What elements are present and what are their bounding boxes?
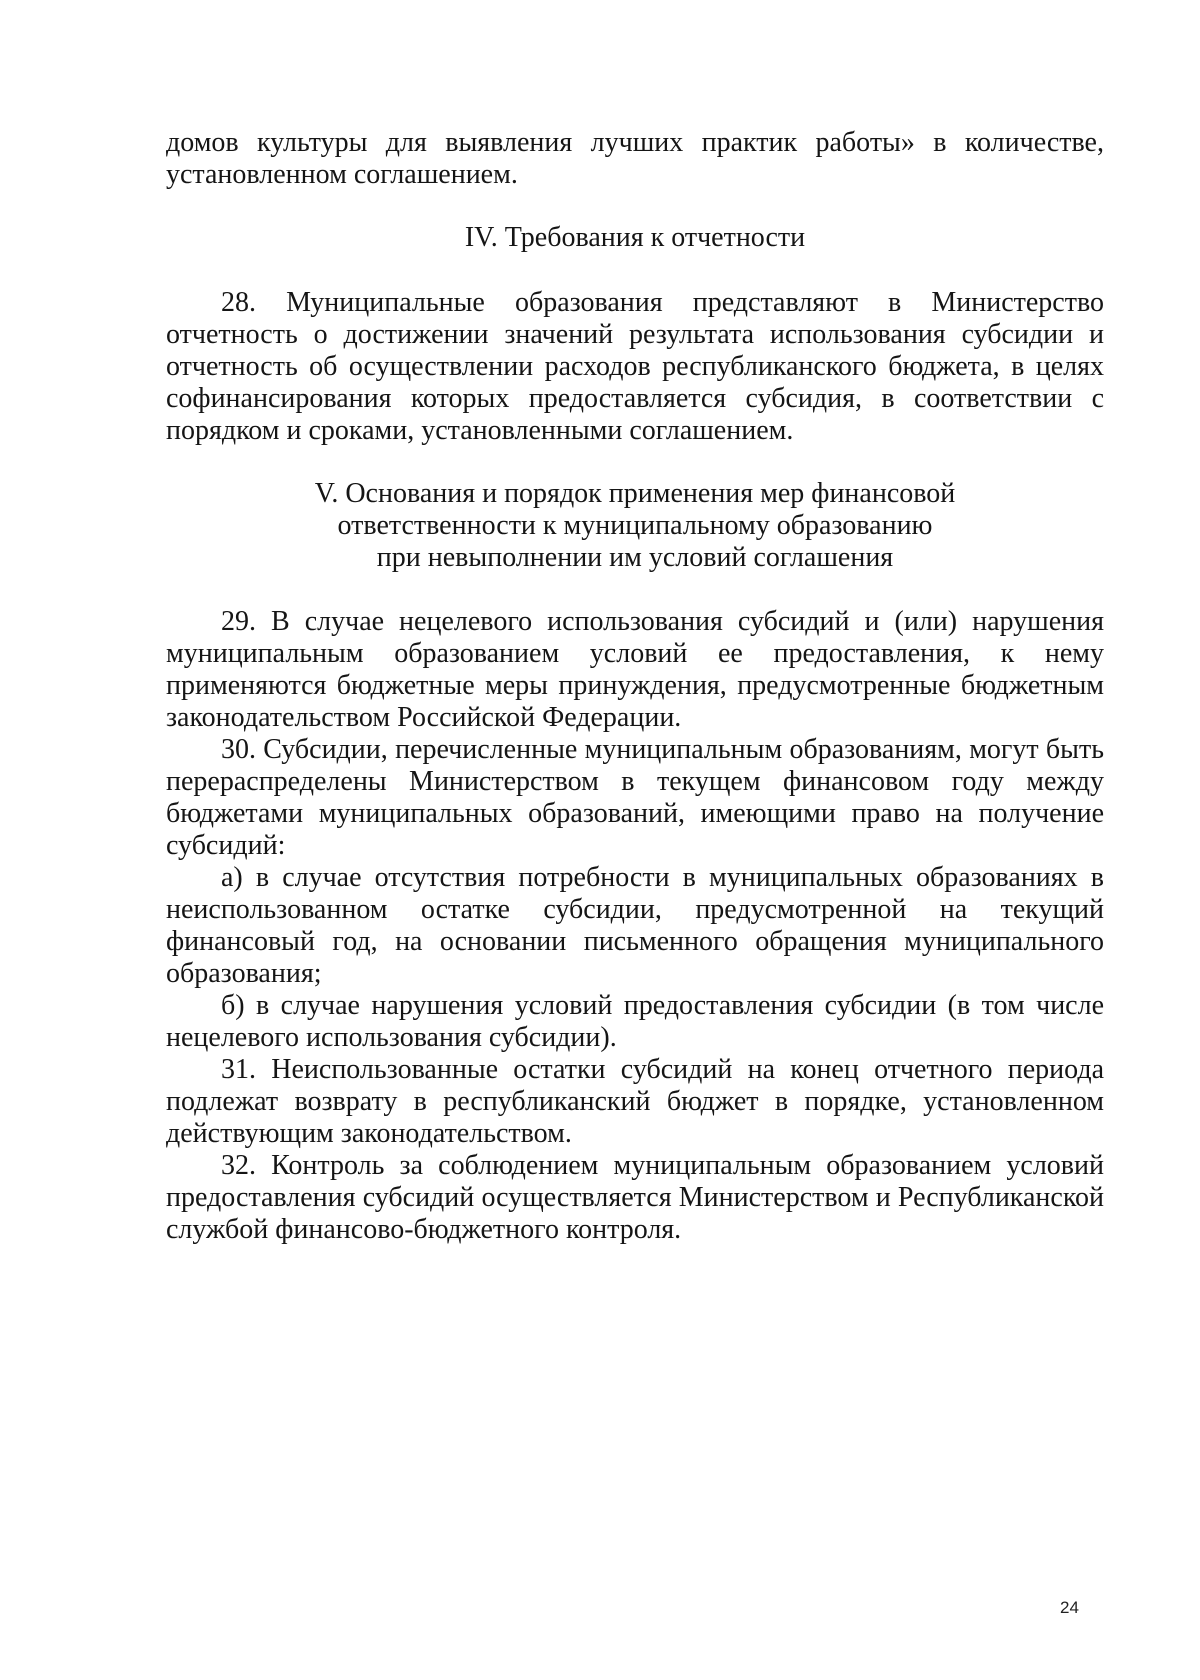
- section-5-body: [166, 606, 1104, 1246]
- paragraph-28: 28. Муниципальные образования представляют в Министерство отчетность о достижении значений результата использования субсидии и отчетность об осуществлении расходов республиканского бюджета, в целях софинансирования которых предоставляется субсидия, в соответствии с порядком и сроками, установленными соглашением.: [166, 287, 1104, 446]
- section-5-heading: [166, 478, 1104, 574]
- paragraph-31: 31. Неиспользованные остатки субсидий на конец отчетного периода подлежат возврату в республиканский бюджет в порядке, установленном действующим законодательством.: [166, 1054, 1104, 1149]
- paragraph-29: 29. В случае нецелевого использования субсидий и (или) нарушения муниципальным образованием условий ее предоставления, к нему применяются бюджетные меры принуждения, предусмотренные бюджетным законодательством Российской Федерации.: [166, 606, 1104, 733]
- paragraph-32: 32. Контроль за соблюдением муниципальным образованием условий предоставления субсидий осуществляется Министерством и Республиканской службой финансово-бюджетного контроля.: [166, 1150, 1104, 1245]
- continuation-paragraph: домов культуры для выявления лучших практик работы» в количестве, установленном соглашением.: [166, 127, 1104, 190]
- section-4-body: [166, 287, 1104, 447]
- section-4-heading: IV. Требования к отчетности: [464, 222, 806, 253]
- section-5-heading-line-1: V. Основания и порядок применения мер финансовой: [314, 478, 956, 509]
- continuation-block: [166, 127, 1104, 191]
- paragraph-30a: а) в случае отсутствия потребности в муниципальных образованиях в неиспользованном остатке субсидии, предусмотренной на текущий финансовый год, на основании письменного обращения муниципального образования;: [166, 862, 1104, 989]
- section-5-heading-line-3: при невыполнении им условий соглашения: [376, 542, 894, 573]
- section-5-heading-line-2: ответственности к муниципальному образованию: [337, 510, 933, 541]
- paragraph-30b: б) в случае нарушения условий предоставления субсидии (в том числе нецелевого использования субсидии).: [166, 990, 1104, 1053]
- page-number: 24: [1060, 1598, 1079, 1617]
- paragraph-30: 30. Субсидии, перечисленные муниципальным образованиям, могут быть перераспределены Министерством в текущем финансовом году между бюджетами муниципальных образований, имеющими право на получение субсидий:: [166, 734, 1104, 861]
